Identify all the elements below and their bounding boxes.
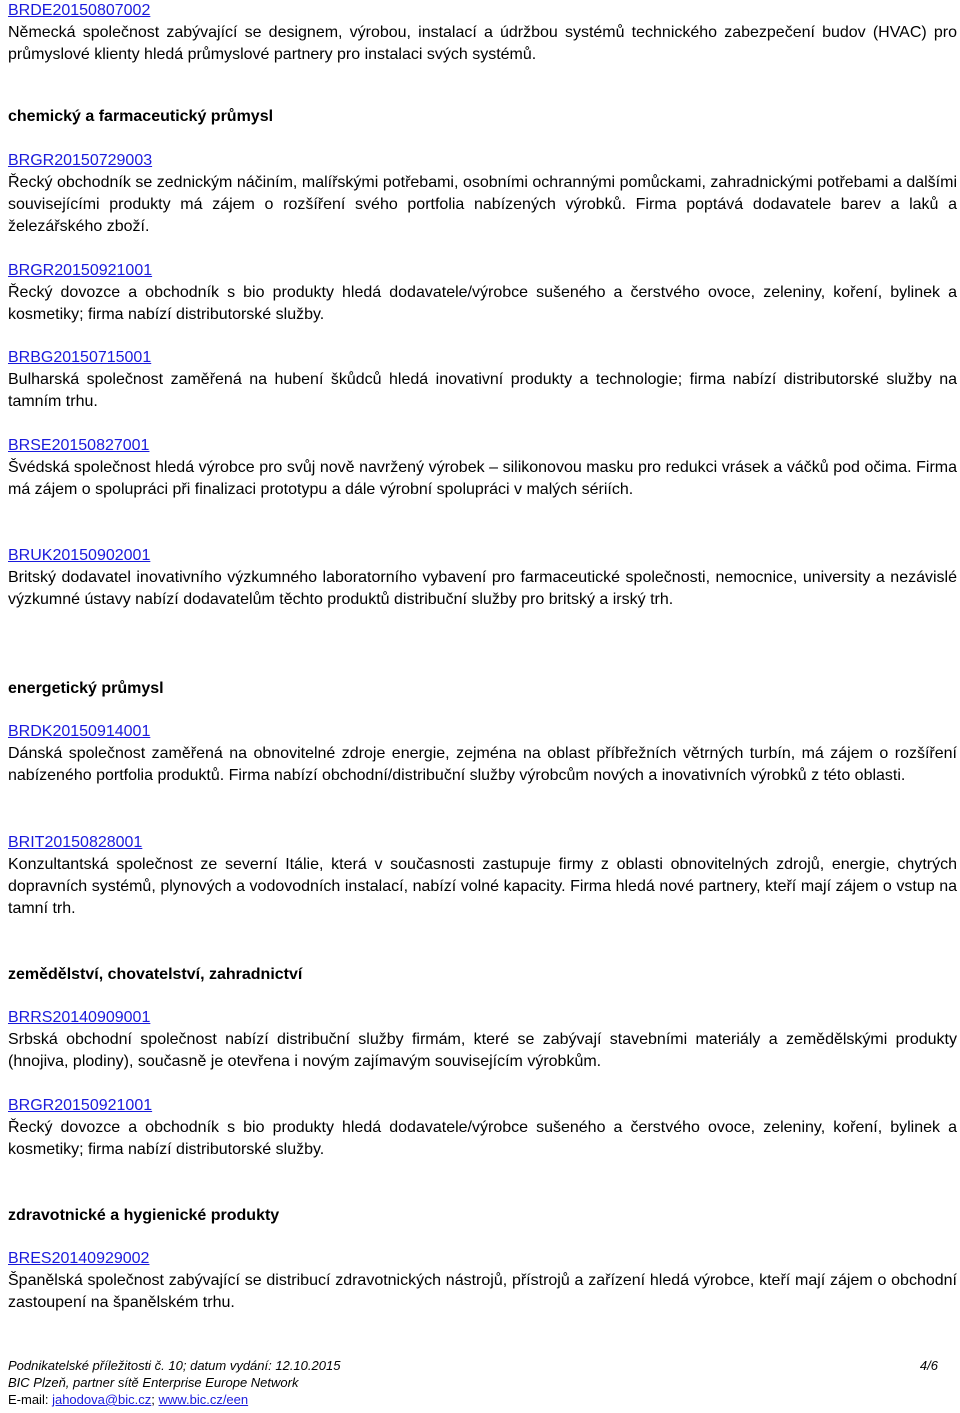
entry-code-link[interactable]: BRDK20150914001 (8, 723, 151, 740)
list-item (8, 832, 957, 920)
entry-description: Švédská společnost hledá výrobce pro svůj nově navržený výrobek – silikonovou masku pro redukci vrásek a váčků pod očima. Firma má zájem o spolupráci při finalizaci prototypu a dále výrobní spolupráci v malých sériích. (8, 459, 957, 498)
section-heading-agriculture: zemědělství, chovatelství, zahradnictví (8, 966, 303, 983)
footer-network: BIC Plzeň, partner sítě Enterprise Europe Network (8, 1375, 299, 1390)
entry-description: Bulharská společnost zaměřená na hubení škůdců hledá inovativní produkty a technologie; firma nabízí distributorské služby na tamním trhu. (8, 371, 957, 410)
entry-code-link[interactable]: BRGR20150921001 (8, 1097, 153, 1114)
footer-email-label: E-mail: (8, 1392, 49, 1407)
section-heading-chemical: chemický a farmaceutický průmysl (8, 108, 274, 125)
list-item (8, 721, 957, 787)
footer-separator: ; (151, 1392, 155, 1407)
page-number: 4/6 (919, 1358, 938, 1373)
entry-description: Řecký obchodník se zednickým náčiním, malířskými potřebami, osobními ochrannými pomůckami, zahradnickými potřebami a dalšími souvisejícími produkty má zájem o rozšíření svého portfolia nabízených výrobků. Firma poptává dodavatele barev a laků a železářského zboží. (8, 174, 957, 235)
entry-description: Konzultantská společnost ze severní Itálie, která v současnosti zastupuje firmy z oblasti obnovitelných zdrojů, energie, chytrých dopravních systémů, plynových a vodovodních instalací, nabízí volné kapacity. Firma hledá nové partnery, kteří mají zájem o vstup na tamní trh. (8, 856, 957, 917)
entry-code-link[interactable]: BRGR20150729003 (8, 152, 153, 169)
list-item (8, 260, 957, 326)
entry-description: Srbská obchodní společnost nabízí distribuční služby firmám, které se zabývají stavebními materiály a zemědělskými produkty (hnojiva, plodiny), současně je otevřena i novým zajímavým souvisejícím výrobkům. (8, 1031, 957, 1070)
list-item (8, 1095, 957, 1161)
page-footer (8, 1357, 938, 1408)
footer-issue: Podnikatelské příležitosti č. 10; datum vydání: 12.10.2015 (8, 1358, 341, 1373)
entry-code-link[interactable]: BRRS20140909001 (8, 1009, 151, 1026)
list-item (8, 435, 957, 501)
entry-description: Španělská společnost zabývající se distribucí zdravotnických nástrojů, přístrojů a zařízení hledá výrobce, kteří mají zájem o obchodní zastoupení na španělském trhu. (8, 1272, 957, 1311)
entry-code-link[interactable]: BRGR20150921001 (8, 262, 153, 279)
entry-description: Dánská společnost zaměřená na obnovitelné zdroje energie, zejména na oblast příbřežních větrných turbín, má zájem o rozšíření nabízeného portfolia produktů. Firma nabízí obchodní/distribuční služby výrobcům nových a inovativních výrobků z této oblasti. (8, 745, 957, 784)
entry-code-link[interactable]: BRDE20150807002 (8, 2, 151, 19)
entry-code-link[interactable]: BRSE20150827001 (8, 437, 150, 454)
entry-code-link[interactable]: BRBG20150715001 (8, 349, 152, 366)
entry-description: Řecký dovozce a obchodník s bio produkty hledá dodavatele/výrobce sušeného a čerstvého ovoce, zeleniny, koření, bylinek a kosmetiky; firma nabízí distributorské služby. (8, 284, 957, 323)
list-item (8, 1248, 957, 1314)
list-item (8, 1007, 957, 1073)
entry-description: Britský dodavatel inovativního výzkumného laboratorního vybavení pro farmaceutické společnosti, nemocnice, university a nezávislé výzkumné ústavy nabízí dodavatelům těchto produktů distribuční služby pro britský a irský trh. (8, 569, 957, 608)
entry-top (8, 0, 957, 66)
list-item (8, 545, 957, 611)
list-item (8, 150, 957, 238)
entry-code-link[interactable]: BRUK20150902001 (8, 547, 151, 564)
section-heading-energy: energetický průmysl (8, 680, 164, 697)
footer-email-link[interactable]: jahodova@bic.cz (52, 1392, 152, 1407)
entry-code-link[interactable]: BRIT20150828001 (8, 834, 143, 851)
entry-description: Řecký dovozce a obchodník s bio produkty hledá dodavatele/výrobce sušeného a čerstvého ovoce, zeleniny, koření, bylinek a kosmetiky; firma nabízí distributorské služby. (8, 1119, 957, 1158)
section-heading-health: zdravotnické a hygienické produkty (8, 1207, 280, 1224)
list-item (8, 347, 957, 413)
entry-code-link[interactable]: BRES20140929002 (8, 1250, 150, 1267)
entry-description: Německá společnost zabývající se designem, výrobou, instalací a údržbou systémů technického zabezpečení budov (HVAC) pro průmyslové klienty hledá průmyslové partnery pro instalaci svých systémů. (8, 24, 957, 63)
footer-website-link[interactable]: www.bic.cz/een (158, 1392, 249, 1407)
